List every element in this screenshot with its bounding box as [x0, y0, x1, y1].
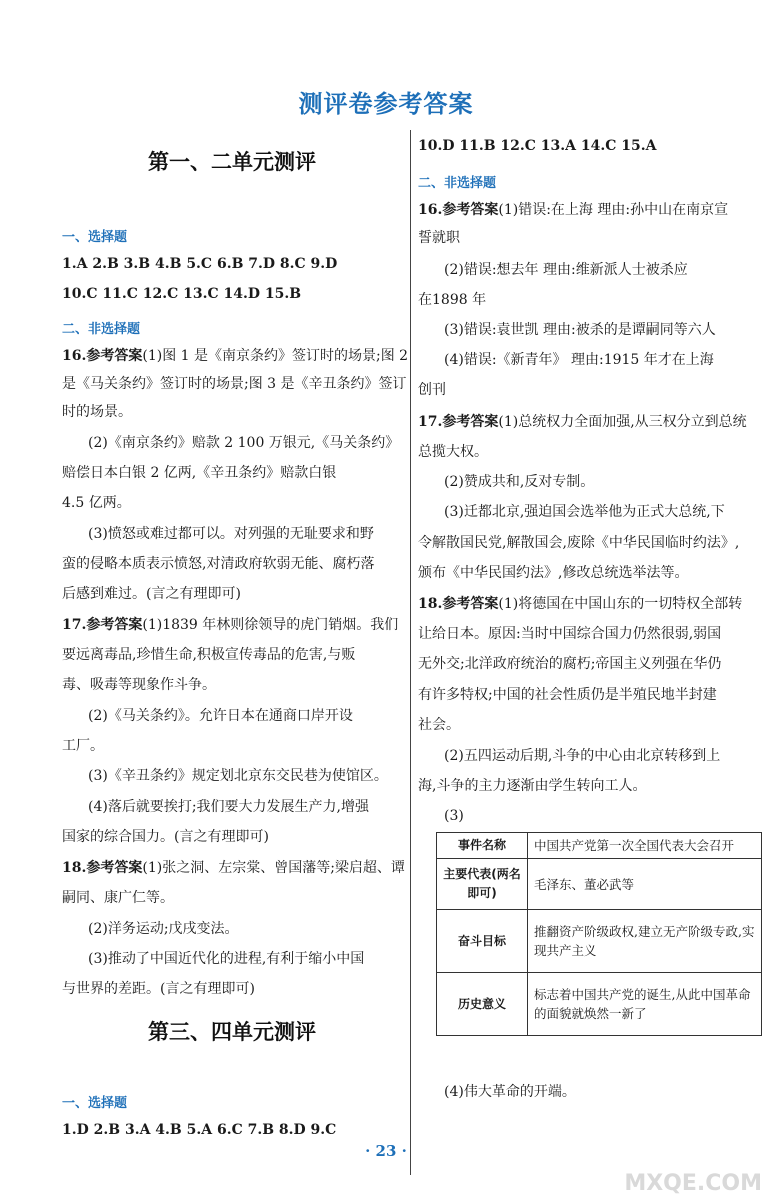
answer-line: 令解散国民党,解散国会,废除《中华民国临时约法》, — [418, 535, 740, 551]
column-divider — [410, 130, 411, 1175]
answer-line: 蛮的侵略本质表示愤怒,对清政府软弱无能、腐朽落 — [62, 556, 375, 572]
answer-line: (2)洋务运动;戊戌变法。 — [88, 921, 239, 937]
question-number: 17. — [62, 617, 87, 633]
answer-line: 要远离毒品,珍惜生命,积极宣传毒品的危害,与贩 — [62, 647, 356, 663]
table-row — [437, 859, 762, 910]
answer-line: (2)赞成共和,反对专制。 — [444, 474, 595, 490]
unit-title-1-2: 第一、二单元测评 — [148, 150, 316, 174]
answer-tag: 参考答案 — [86, 348, 143, 364]
answer-line: (2)《南京条约》赔款 2 100 万银元,《马关条约》 — [88, 435, 400, 451]
answer-text: (1)张之洞、左宗棠、曾国藩等;梁启超、谭 — [142, 860, 405, 876]
answer-line: (2)错误:想去年 理由:维新派人士被杀应 — [444, 262, 688, 278]
choice-answers-row: 1.D 2.B 3.A 4.B 5.A 6.C 7.B 8.D 9.C — [62, 1122, 337, 1138]
answer-line: 社会。 — [418, 717, 460, 733]
table-row — [437, 910, 762, 973]
choice-answers-row: 10.D 11.B 12.C 13.A 14.C 15.A — [418, 138, 657, 154]
answer-line: 赔偿日本白银 2 亿两,《辛丑条约》赔款白银 — [62, 465, 337, 481]
section-label-choice: 一、选择题 — [62, 230, 128, 245]
answer-line: (2)《马关条约》。允许日本在通商口岸开设 — [88, 708, 353, 724]
answer-line: 时的场景。 — [62, 404, 132, 420]
table-cell: 毛泽东、董必武等 — [528, 859, 762, 910]
answer-line: 毒、吸毒等现象作斗争。 — [62, 677, 216, 693]
answer-line: 海,斗争的主力逐渐由学生转向工人。 — [418, 778, 647, 794]
section-label-choice: 一、选择题 — [62, 1096, 128, 1111]
answer-line: 4.5 亿两。 — [62, 495, 131, 511]
answer-line: 无外交;北洋政府统治的腐朽;帝国主义列强在华仍 — [418, 656, 722, 672]
answer-line: 颁布《中华民国约法》,修改总统选举法等。 — [418, 565, 689, 581]
answer-line: 有许多特权;中国的社会性质仍是半殖民地半封建 — [418, 687, 717, 703]
page-number: · 23 · — [365, 1142, 407, 1160]
answer-line — [418, 412, 747, 432]
answer-line: 让给日本。原因:当时中国综合国力仍然很弱,弱国 — [418, 626, 722, 642]
answer-line: (3)愤怒或难过都可以。对列强的无耻要求和野 — [88, 526, 374, 542]
question-number: 18. — [62, 860, 87, 876]
answer-line: (2)五四运动后期,斗争的中心由北京转移到上 — [444, 748, 721, 764]
page-title: 测评卷参考答案 — [298, 90, 474, 118]
question-number: 18. — [418, 596, 443, 612]
answer-line: 国家的综合国力。(言之有理即可) — [62, 829, 269, 845]
table-header-cell: 主要代表(两名即可) — [437, 859, 528, 910]
choice-answers-row: 10.C 11.C 12.C 13.C 14.D 15.B — [62, 286, 302, 302]
answer-line: 在1898 年 — [418, 292, 487, 308]
table-header-cell: 奋斗目标 — [437, 910, 528, 973]
answer-table — [436, 832, 762, 1036]
answer-line: 誓就职 — [418, 230, 460, 246]
answer-line: (3)错误:袁世凯 理由:被杀的是谭嗣同等六人 — [444, 322, 716, 338]
answer-tag: 参考答案 — [442, 202, 499, 218]
unit-title-3-4: 第三、四单元测评 — [148, 1020, 316, 1044]
answer-line: (4)伟大革命的开端。 — [444, 1084, 576, 1100]
table-header-cell: 事件名称 — [437, 833, 528, 859]
answer-line: 工厂。 — [62, 738, 104, 754]
answer-line: (3)《辛丑条约》规定划北京东交民巷为使馆区。 — [88, 768, 388, 784]
answer-line — [62, 858, 405, 878]
answer-text: (1)将德国在中国山东的一切特权全部转 — [498, 596, 743, 612]
answer-line: 总揽大权。 — [418, 444, 488, 460]
answer-line: (3)迁都北京,强迫国会选举他为正式大总统,下 — [444, 504, 725, 520]
answer-tag: 参考答案 — [86, 617, 143, 633]
answer-line: (3) — [444, 808, 464, 824]
question-number: 17. — [418, 414, 443, 430]
answer-line: (4)错误:《新青年》 理由:1915 年才在上海 — [444, 352, 714, 368]
answer-text: (1)错误:在上海 理由:孙中山在南京宣 — [498, 202, 729, 218]
table-cell: 标志着中国共产党的诞生,从此中国革命的面貌就焕然一新了 — [528, 973, 762, 1036]
table-header-cell: 历史意义 — [437, 973, 528, 1036]
answer-tag: 参考答案 — [86, 860, 143, 876]
question-number: 16. — [62, 348, 87, 364]
table-row — [437, 833, 762, 859]
answer-line: (3)推动了中国近代化的进程,有利于缩小中国 — [88, 951, 365, 967]
question-number: 16. — [418, 202, 443, 218]
answer-line: 嗣同、康广仁等。 — [62, 890, 174, 906]
table-cell: 推翻资产阶级政权,建立无产阶级专政,实现共产主义 — [528, 910, 762, 973]
section-label-nonchoice: 二、非选择题 — [62, 322, 141, 337]
section-label-nonchoice: 二、非选择题 — [418, 176, 497, 191]
answer-text: (1)总统权力全面加强,从三权分立到总统 — [498, 414, 747, 430]
answer-line — [418, 594, 742, 614]
answer-text: (1)1839 年林则徐领导的虎门销烟。我们 — [142, 617, 399, 633]
answer-line: (4)落后就要挨打;我们要大力发展生产力,增强 — [88, 799, 369, 815]
answer-line: 后感到难过。(言之有理即可) — [62, 586, 241, 602]
table-cell: 中国共产党第一次全国代表大会召开 — [528, 833, 762, 859]
answer-tag: 参考答案 — [442, 596, 499, 612]
answer-line: 与世界的差距。(言之有理即可) — [62, 981, 255, 997]
answer-line — [62, 346, 408, 366]
answer-line: 是《马关条约》签订时的场景;图 3 是《辛丑条约》签订 — [62, 376, 407, 392]
answer-line — [418, 200, 728, 220]
answer-text: (1)图 1 是《南京条约》签订时的场景;图 2 — [142, 348, 409, 364]
watermark: MXQE.COM — [624, 1171, 762, 1196]
table-row — [437, 973, 762, 1036]
answer-line: 创刊 — [418, 382, 446, 398]
answer-line — [62, 615, 398, 635]
answer-tag: 参考答案 — [442, 414, 499, 430]
choice-answers-row: 1.A 2.B 3.B 4.B 5.C 6.B 7.D 8.C 9.D — [62, 256, 338, 272]
